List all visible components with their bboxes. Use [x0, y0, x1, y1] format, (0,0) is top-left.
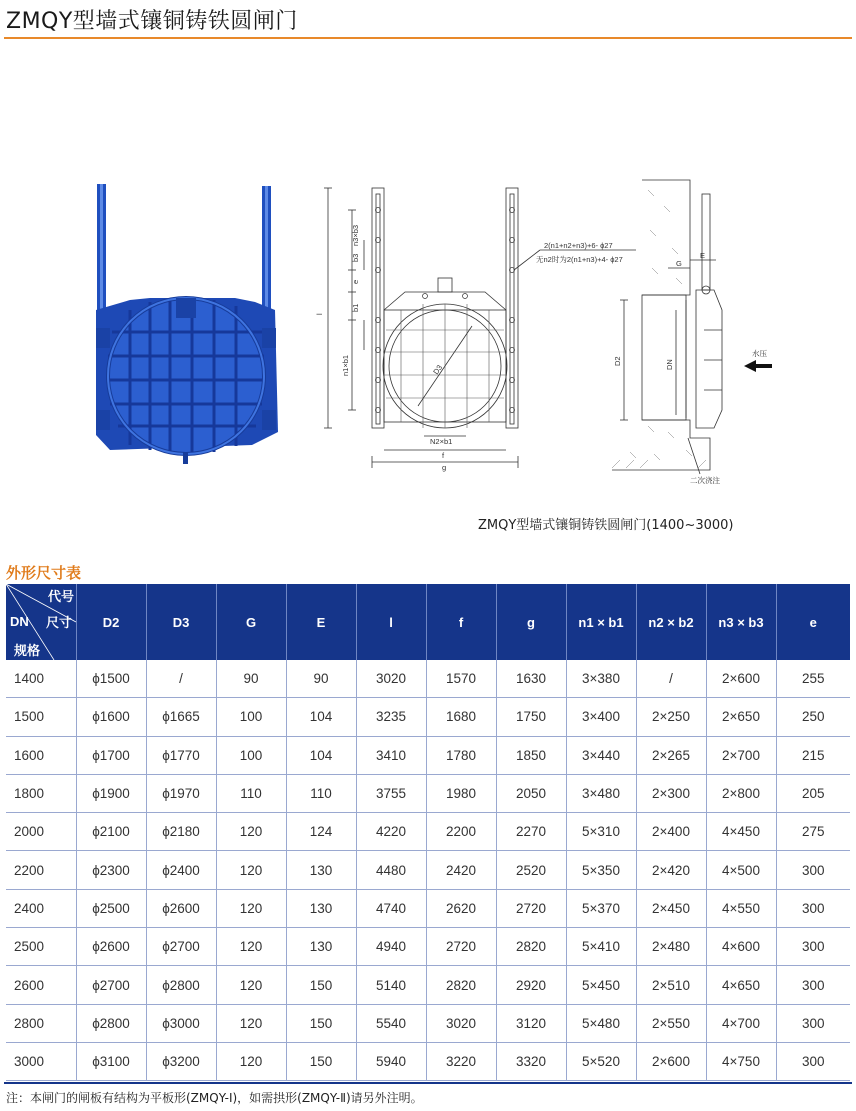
- table-cell: 2×800: [706, 774, 776, 812]
- label-l-side: l: [315, 313, 324, 315]
- table-cell: ϕ2800: [146, 966, 216, 1004]
- label-n3b3: n3×b3: [351, 224, 360, 246]
- table-cell: 150: [286, 1004, 356, 1042]
- header-n1b1: n1 × b1: [566, 584, 636, 660]
- table-row: [6, 774, 850, 812]
- table-cell: ϕ2700: [146, 928, 216, 966]
- table-cell: 5×450: [566, 966, 636, 1004]
- table-cell: 250: [776, 698, 850, 736]
- table-cell: 4×500: [706, 851, 776, 889]
- table-cell: 2×510: [636, 966, 706, 1004]
- cell-dn: 3000: [6, 1042, 76, 1080]
- table-cell: 120: [216, 813, 286, 851]
- table-cell: 3235: [356, 698, 426, 736]
- table-cell: 104: [286, 736, 356, 774]
- cell-dn: 2500: [6, 928, 76, 966]
- table-cell: 2×700: [706, 736, 776, 774]
- cell-dn: 2400: [6, 889, 76, 927]
- table-cell: 90: [216, 660, 286, 698]
- label-e: e: [351, 279, 360, 284]
- table-cell: 1570: [426, 660, 496, 698]
- gate-photo: [96, 184, 278, 464]
- table-cell: 300: [776, 966, 850, 1004]
- table-cell: 1680: [426, 698, 496, 736]
- table-cell: ϕ2800: [76, 1004, 146, 1042]
- table-cell: 2520: [496, 851, 566, 889]
- table-cell: 2820: [496, 928, 566, 966]
- bolt-note-1: 2(n1+n2+n3)+6- ϕ27: [544, 241, 613, 250]
- table-cell: 110: [216, 774, 286, 812]
- water-pressure-arrow: [744, 360, 772, 372]
- table-cell: 3×380: [566, 660, 636, 698]
- table-cell: 2820: [426, 966, 496, 1004]
- table-cell: 2×300: [636, 774, 706, 812]
- table-cell: 300: [776, 1042, 850, 1080]
- table-cell: 5×520: [566, 1042, 636, 1080]
- table-corner-header: [6, 584, 76, 660]
- header-G: G: [216, 584, 286, 660]
- cell-dn: 1500: [6, 698, 76, 736]
- table-cell: 3×400: [566, 698, 636, 736]
- table-cell: 1750: [496, 698, 566, 736]
- table-header-row: [6, 584, 850, 660]
- table-cell: 275: [776, 813, 850, 851]
- table-cell: 5×350: [566, 851, 636, 889]
- header-D2: D2: [76, 584, 146, 660]
- header-e: e: [776, 584, 850, 660]
- table-cell: 300: [776, 928, 850, 966]
- table-cell: 4×600: [706, 928, 776, 966]
- table-cell: 4×700: [706, 1004, 776, 1042]
- table-cell: 120: [216, 928, 286, 966]
- table-row: [6, 851, 850, 889]
- table-cell: ϕ3000: [146, 1004, 216, 1042]
- table-cell: 5940: [356, 1042, 426, 1080]
- table-cell: 100: [216, 698, 286, 736]
- corner-label-code: 代号: [48, 589, 75, 604]
- table-cell: 150: [286, 1042, 356, 1080]
- table-cell: 2×480: [636, 928, 706, 966]
- table-cell: 120: [216, 1042, 286, 1080]
- table-cell: 3120: [496, 1004, 566, 1042]
- table-row: [6, 1042, 850, 1080]
- cell-dn: 1400: [6, 660, 76, 698]
- cell-dn: 1800: [6, 774, 76, 812]
- table-cell: 4480: [356, 851, 426, 889]
- table-cell: ϕ1700: [76, 736, 146, 774]
- table-cell: 3×480: [566, 774, 636, 812]
- table-cell: 300: [776, 851, 850, 889]
- table-row: [6, 660, 850, 698]
- table-cell: ϕ2400: [146, 851, 216, 889]
- table-cell: 120: [216, 889, 286, 927]
- title-underline: [4, 37, 852, 39]
- front-elevation-drawing: [324, 188, 636, 468]
- table-cell: 100: [216, 736, 286, 774]
- table-row: [6, 736, 850, 774]
- table-cell: 2×450: [636, 889, 706, 927]
- table-row: [6, 966, 850, 1004]
- table-cell: 2050: [496, 774, 566, 812]
- table-cell: ϕ2500: [76, 889, 146, 927]
- table-cell: 1850: [496, 736, 566, 774]
- table-cell: 205: [776, 774, 850, 812]
- side-section-drawing: [612, 180, 722, 474]
- table-cell: ϕ1500: [76, 660, 146, 698]
- table-cell: 2×420: [636, 851, 706, 889]
- table-cell: 104: [286, 698, 356, 736]
- label-water-pressure: 水压: [752, 349, 767, 358]
- table-cell: 2×550: [636, 1004, 706, 1042]
- table-cell: 215: [776, 736, 850, 774]
- table-cell: 3320: [496, 1042, 566, 1080]
- section-title: 外形尺寸表: [6, 564, 82, 582]
- corner-label-spec: 规格: [14, 643, 41, 658]
- table-cell: ϕ1665: [146, 698, 216, 736]
- figure-caption: ZMQY型墙式镶铜铸铁圆闸门(1400~3000): [478, 518, 734, 533]
- label-g: g: [442, 463, 447, 472]
- table-bottom-rule: [4, 1082, 852, 1084]
- table-body: [6, 660, 850, 1081]
- table-cell: 2×650: [706, 698, 776, 736]
- table-cell: 130: [286, 889, 356, 927]
- cell-dn: 2000: [6, 813, 76, 851]
- table-cell: ϕ2600: [146, 889, 216, 927]
- dimension-table: [6, 584, 850, 1081]
- table-cell: 4940: [356, 928, 426, 966]
- table-cell: 5540: [356, 1004, 426, 1042]
- table-cell: 90: [286, 660, 356, 698]
- header-n2b2: n2 × b2: [636, 584, 706, 660]
- cell-dn: 2200: [6, 851, 76, 889]
- table-cell: ϕ1600: [76, 698, 146, 736]
- table-cell: 4740: [356, 889, 426, 927]
- table-cell: 5×410: [566, 928, 636, 966]
- table-cell: ϕ2100: [76, 813, 146, 851]
- table-cell: ϕ3200: [146, 1042, 216, 1080]
- header-f: f: [426, 584, 496, 660]
- bolt-note-2: 无n2时为2(n1+n3)+4- ϕ27: [536, 255, 623, 264]
- table-cell: 150: [286, 966, 356, 1004]
- table-cell: 4×450: [706, 813, 776, 851]
- table-cell: 3020: [426, 1004, 496, 1042]
- table-cell: 2×265: [636, 736, 706, 774]
- figures-panel: [0, 170, 856, 510]
- table-cell: 5140: [356, 966, 426, 1004]
- label-DN: DN: [665, 359, 674, 370]
- table-cell: ϕ3100: [76, 1042, 146, 1080]
- table-row: [6, 813, 850, 851]
- header-g: g: [496, 584, 566, 660]
- label-grout: 二次浇注: [690, 476, 720, 485]
- table-cell: 3220: [426, 1042, 496, 1080]
- gate-drawings: [0, 170, 856, 510]
- table-cell: 1980: [426, 774, 496, 812]
- table-cell: 3020: [356, 660, 426, 698]
- label-E: E: [700, 251, 706, 260]
- table-cell: 4220: [356, 813, 426, 851]
- table-cell: ϕ1900: [76, 774, 146, 812]
- label-D2: D2: [613, 356, 622, 366]
- table-cell: 2270: [496, 813, 566, 851]
- header-E: E: [286, 584, 356, 660]
- cell-dn: 1600: [6, 736, 76, 774]
- corner-label-size: 尺寸: [46, 615, 73, 630]
- table-row: [6, 928, 850, 966]
- table-cell: 5×310: [566, 813, 636, 851]
- table-cell: 4×750: [706, 1042, 776, 1080]
- header-l: l: [356, 584, 426, 660]
- table-cell: 1780: [426, 736, 496, 774]
- table-cell: 2920: [496, 966, 566, 1004]
- table-cell: 2720: [426, 928, 496, 966]
- table-cell: 5×480: [566, 1004, 636, 1042]
- table-cell: ϕ1970: [146, 774, 216, 812]
- table-cell: ϕ2180: [146, 813, 216, 851]
- table-cell: 2620: [426, 889, 496, 927]
- table-cell: /: [636, 660, 706, 698]
- table-cell: 120: [216, 1004, 286, 1042]
- table-cell: ϕ2700: [76, 966, 146, 1004]
- label-D3: D3: [431, 363, 445, 377]
- label-N2b1: N2×b1: [430, 437, 453, 446]
- label-b3: b3: [351, 253, 360, 262]
- table-cell: 120: [216, 966, 286, 1004]
- table-cell: 2420: [426, 851, 496, 889]
- table-cell: 3410: [356, 736, 426, 774]
- table-cell: ϕ1770: [146, 736, 216, 774]
- header-n3b3: n3 × b3: [706, 584, 776, 660]
- table-row: [6, 698, 850, 736]
- page-title: ZMQY型墙式镶铜铸铁圆闸门: [6, 9, 298, 34]
- table-cell: 300: [776, 889, 850, 927]
- table-cell: 300: [776, 1004, 850, 1042]
- footnote: 注：本闸门的闸板有结构为平板形(ZMQY-Ⅰ)，如需拱形(ZMQY-Ⅱ)请另外注明。: [6, 1091, 423, 1105]
- table-row: [6, 889, 850, 927]
- label-n1b1: n1×b1: [341, 354, 350, 376]
- table-cell: 3×440: [566, 736, 636, 774]
- table-cell: 2×400: [636, 813, 706, 851]
- label-b1: b1: [351, 303, 360, 312]
- cell-dn: 2600: [6, 966, 76, 1004]
- table-cell: 3755: [356, 774, 426, 812]
- table-cell: 2×250: [636, 698, 706, 736]
- table-cell: ϕ2300: [76, 851, 146, 889]
- table-cell: 255: [776, 660, 850, 698]
- table-cell: 130: [286, 928, 356, 966]
- front-dimension-labels: [315, 225, 623, 472]
- table-row: [6, 1004, 850, 1042]
- cell-dn: 2800: [6, 1004, 76, 1042]
- table-cell: /: [146, 660, 216, 698]
- table-cell: 1630: [496, 660, 566, 698]
- table-cell: 4×650: [706, 966, 776, 1004]
- table-cell: 5×370: [566, 889, 636, 927]
- label-f: f: [442, 451, 445, 460]
- table-cell: 110: [286, 774, 356, 812]
- table-cell: 120: [216, 851, 286, 889]
- table-cell: ϕ2600: [76, 928, 146, 966]
- table-cell: 130: [286, 851, 356, 889]
- table-cell: 4×550: [706, 889, 776, 927]
- table-cell: 2200: [426, 813, 496, 851]
- header-D3: D3: [146, 584, 216, 660]
- table-cell: 124: [286, 813, 356, 851]
- corner-label-dn: DN: [10, 614, 29, 629]
- table-cell: 2720: [496, 889, 566, 927]
- table-cell: 2×600: [706, 660, 776, 698]
- table-cell: 2×600: [636, 1042, 706, 1080]
- label-G: G: [676, 259, 682, 268]
